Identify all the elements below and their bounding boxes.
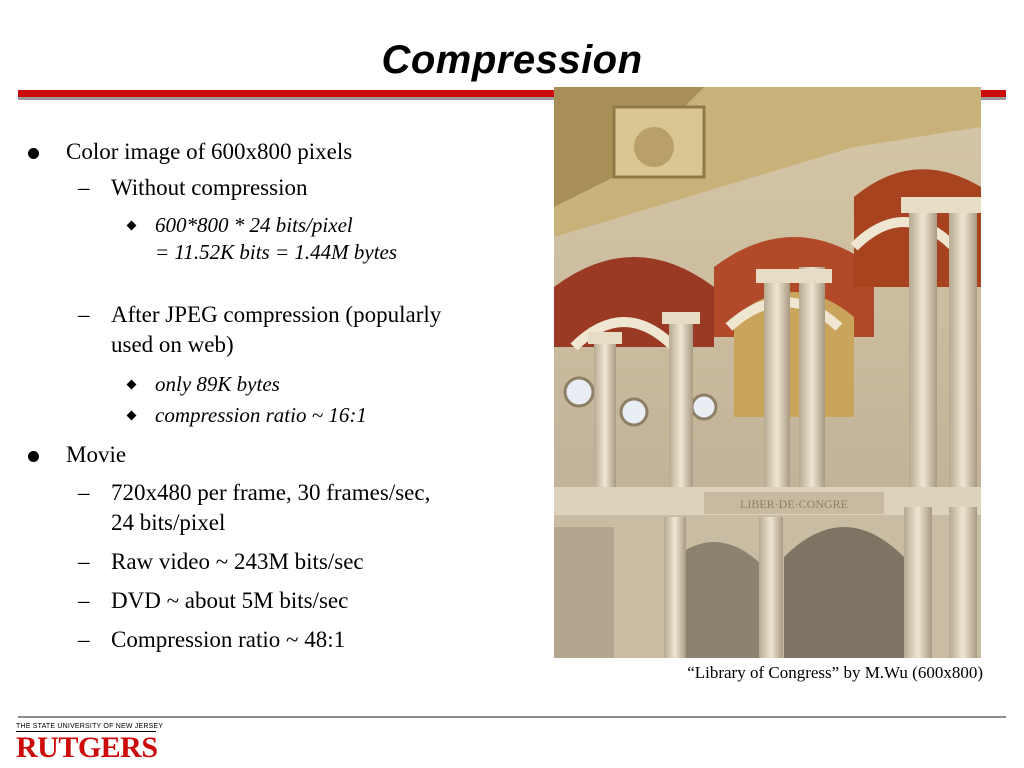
- diamond-bullet: [127, 411, 137, 421]
- logo-tagline: THE STATE UNIVERSITY OF NEW JERSEY: [16, 723, 164, 730]
- sub-bullet-line: used on web): [111, 332, 234, 357]
- sub-bullet-line: 24 bits/pixel: [111, 510, 226, 535]
- logo-wordmark: RUTGERS: [16, 731, 158, 764]
- slide-content: [0, 0, 550, 700]
- rutgers-logo: [16, 723, 164, 765]
- sub-bullet-text: Raw video ~ 243M bits/sec: [111, 549, 364, 574]
- sub-bullet-frame: – 720x480 per frame, 30 frames/sec, 24 bits/pixel: [111, 478, 430, 538]
- detail-bits-per-pixel: [155, 212, 397, 266]
- svg-text:LIBER·DE·CONGRE: LIBER·DE·CONGRE: [740, 497, 848, 511]
- sub-bullet-line: 720x480 per frame, 30 frames/sec,: [111, 480, 431, 505]
- sub-bullet-raw-video: – Raw video ~ 243M bits/sec: [78, 549, 364, 574]
- sub-bullet-text: DVD ~ about 5M bits/sec: [111, 588, 349, 613]
- sub-bullet-without-compression: – Without compression: [78, 175, 308, 200]
- library-of-congress-photo: [554, 87, 981, 658]
- diamond-bullet: [127, 380, 137, 390]
- sub-bullet-text: Without compression: [111, 175, 308, 200]
- detail-line: = 11.52K bits = 1.44M bytes: [155, 240, 398, 264]
- sub-bullet-dvd: – DVD ~ about 5M bits/sec: [78, 588, 349, 613]
- bullet-dot: [28, 451, 39, 462]
- detail-line: compression ratio ~ 16:1: [155, 403, 367, 427]
- sub-bullet-text: Compression ratio ~ 48:1: [111, 627, 346, 652]
- bullet-color-image: [66, 139, 352, 165]
- bullet-movie: [66, 442, 126, 468]
- sub-bullet-jpeg: – After JPEG compression (popularly used on web): [111, 300, 441, 360]
- sub-bullet-ratio-48: – Compression ratio ~ 48:1: [78, 627, 346, 652]
- detail-line: only 89K bytes: [155, 372, 280, 396]
- diamond-bullet: [127, 221, 137, 231]
- detail-line: 600*800 * 24 bits/pixel: [155, 213, 353, 237]
- photo-caption: “Library of Congress” by M.Wu (600x800): [687, 663, 983, 682]
- sub-bullet-line: After JPEG compression (popularly: [111, 302, 442, 327]
- bullet-dot: [28, 148, 39, 159]
- bullet-text: Movie: [66, 442, 127, 467]
- detail-ratio-16: [155, 402, 367, 429]
- slide-title: Compression: [381, 38, 643, 82]
- footer-rule: [18, 716, 1006, 718]
- detail-89k: [155, 371, 280, 398]
- bullet-text: Color image of 600x800 pixels: [66, 139, 353, 164]
